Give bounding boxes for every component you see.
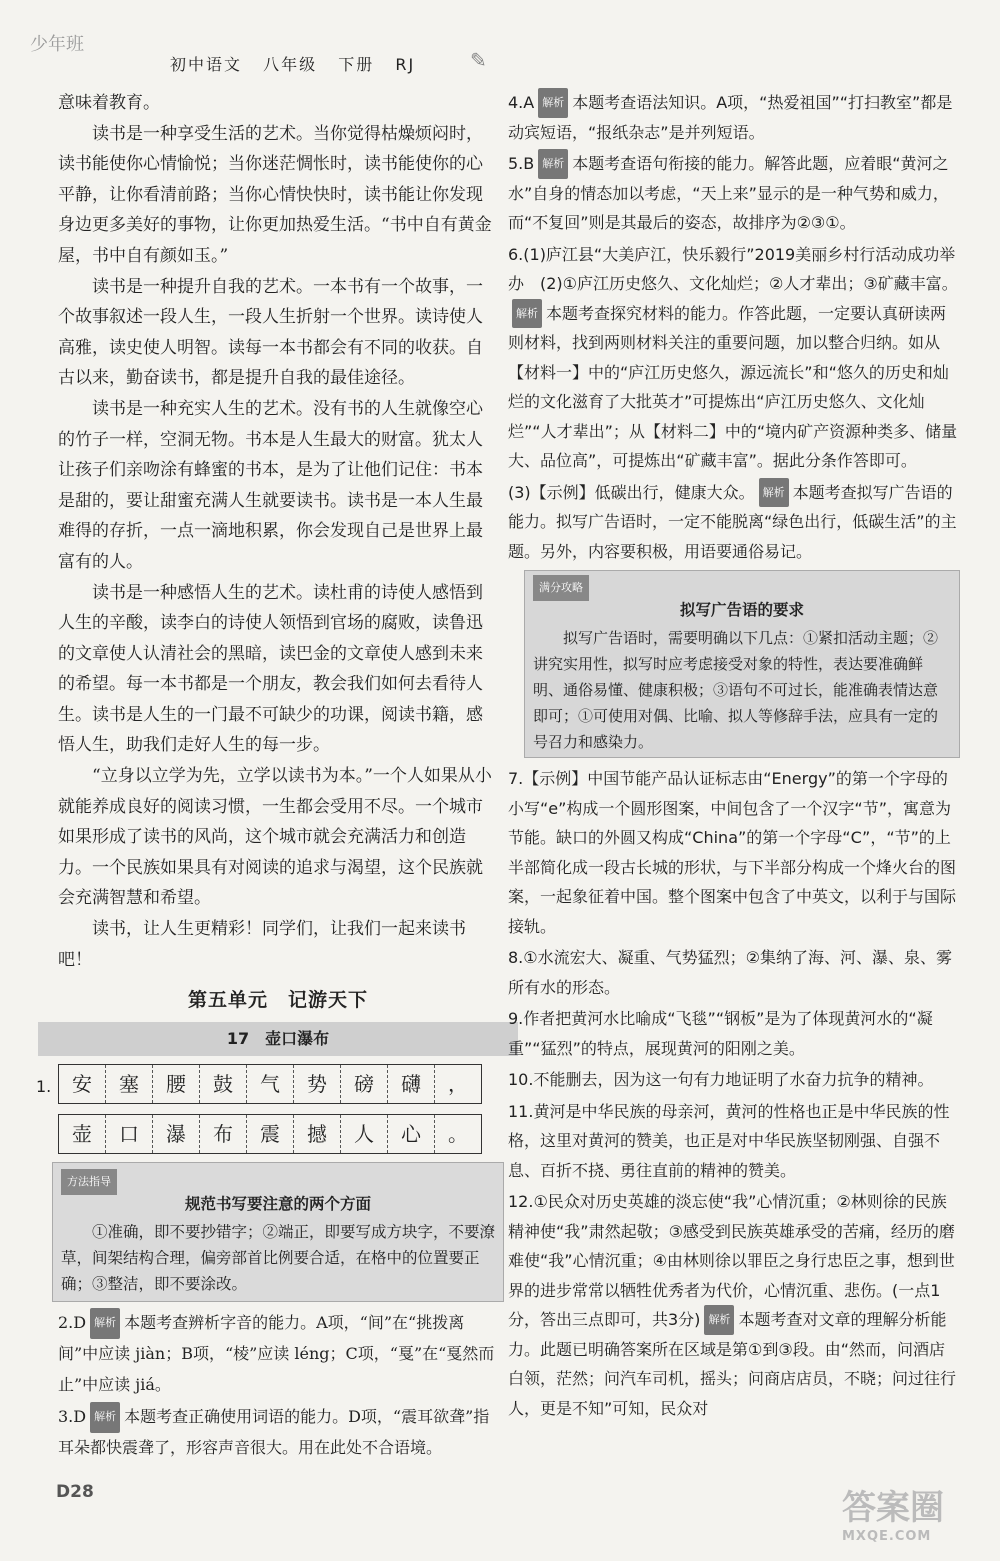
answer-item — [508, 240, 960, 476]
answer-number: 4.A — [508, 93, 535, 112]
decoration-icon: ✎ — [470, 48, 487, 72]
grid-cell: 磅 — [341, 1065, 388, 1103]
answer-number: 8. — [508, 948, 524, 967]
edition: RJ — [395, 55, 416, 74]
answer-number: 9. — [508, 1009, 524, 1028]
answer-explanation: 不能删去，因为这一句有力地证明了水奋力抗争的精神。 — [533, 1070, 934, 1089]
grid-cell: 壶 — [59, 1115, 106, 1153]
grid-cell: ， — [448, 1072, 468, 1097]
tip-tag: 满分攻略 — [533, 575, 589, 601]
watermark-logo: 答案圈 MXQE.COM — [842, 1488, 944, 1544]
answer-number: 5.B — [508, 154, 535, 173]
paragraph: “立身以立学为先，立学以读书为本。”一个人如果从小就能养成良好的阅读习惯，一生都会受用不尽。一个城市如果形成了读书的风尚，这个城市就会充满活力和创造力。一个民族如果具有对阅读的追求与渴望，这个民族就会充满智慧和希望。 — [58, 766, 492, 909]
answer-item — [508, 943, 960, 1002]
answer-item — [58, 1308, 498, 1400]
grid-cell: 气 — [247, 1065, 294, 1103]
grid-cell: 腰 — [153, 1065, 200, 1103]
answer-explanation: ①水流宏大、凝重、气势猛烈；②集纳了海、河、瀑、泉、雾所有水的形态。 — [508, 948, 952, 997]
writing-grids — [58, 1064, 482, 1154]
paragraph: 读书是一种享受生活的艺术。当你觉得枯燥烦闷时，读书能使你心情愉悦；当你迷茫惆怅时，读书能使你的心平静，让你看清前路；当你心情快快时，读书能让你发现身边更多美好的事物，让你更加热爱生活。“书中自有黄金屋，书中自有颜如玉。” — [58, 123, 492, 266]
answer-list-right-b — [508, 764, 960, 1423]
ad-tip-box — [524, 570, 960, 758]
essay-body — [58, 88, 498, 975]
paragraph: 读书是一种提升自我的艺术。一本书有一个故事，一个故事叙述一段人生，一段人生折射一个世界。读诗使人高雅，读史使人明智。读每一本书都会有不同的收获。自古以来，勤奋读书，都是提升自我的最佳途径。 — [58, 276, 483, 389]
answer-item — [508, 478, 960, 567]
page-header — [30, 30, 510, 90]
unit-title: 第五单元 记游天下 — [187, 989, 368, 1012]
grid-cell: 塞 — [106, 1065, 153, 1103]
grid-cell: 瀑 — [153, 1115, 200, 1153]
grid-cell: 人 — [341, 1115, 388, 1153]
answer-item — [58, 1402, 498, 1463]
grid-cell: 震 — [247, 1115, 294, 1153]
answer-explanation: 本题考查拟写广告语的能力。拟写广告语时，一定不能脱离“绿色出行，低碳生活”的主题。另外，内容要积极，用语要通俗易记。 — [508, 482, 957, 561]
subject: 初中语文 — [170, 55, 243, 74]
answer-number: 10. — [508, 1070, 534, 1089]
page-number: D28 — [56, 1482, 94, 1502]
tip-tag: 方法指导 — [61, 1169, 117, 1195]
answer-explanation: 黄河是中华民族的母亲河，黄河的性格也正是中华民族的性格，这里对黄河的赞美，也正是对中华民族坚韧刚强、自强不息、百折不挠、勇往直前的精神的赞美。 — [508, 1101, 950, 1180]
book-info — [170, 52, 429, 75]
answer-text: (3)【示例】低碳出行，健康大众。 — [508, 482, 755, 502]
left-column — [36, 88, 498, 1465]
grid-cell: 礴 — [388, 1065, 435, 1103]
paragraph: 意味着教育。 — [58, 93, 160, 113]
paragraph: 读书是一种充实人生的艺术。没有书的人生就像空心的竹子一样，空洞无物。书本是人生最大的财富。犹太人让孩子们亲吻涂有蜂蜜的书本，是为了让他们记住：书本是甜的，要让甜蜜充满人生就要读书。读书是一本人生最难得的存折，一点一滴地积累，你会发现自己是世界上最富有的人。 — [58, 398, 483, 572]
answer-list-right-a — [508, 88, 960, 566]
tip-text: 拟写广告语时，需要明确以下几点：①紧扣活动主题；②讲究实用性，拟写时应考虑接受对象的特性，表达要准确鲜明、通俗易懂、健康积极；③语句不可过长，能准确表情达意即可；①可使用对偶、比喻、拟人等修辞手法，应具有一定的号召力和感染力。 — [533, 629, 939, 751]
brand-logo: 少年班 — [30, 34, 84, 55]
grid-cell: 撼 — [294, 1115, 341, 1153]
question-number: 1. — [36, 1077, 52, 1097]
answer-item — [508, 149, 960, 238]
answer-explanation: 本题考查语法知识。A项，“热爱祖国”“打扫教室”都是动宾短语，“报纸杂志”是并列短语。 — [508, 93, 953, 142]
analysis-badge: 解析 — [512, 299, 542, 329]
analysis-badge: 解析 — [90, 1308, 120, 1339]
writing-grid-block — [36, 1064, 498, 1154]
grade: 八年级 — [263, 55, 318, 74]
right-column — [508, 88, 960, 1425]
grid-cell: 口 — [106, 1115, 153, 1153]
answer-item — [508, 1187, 960, 1423]
writing-grid-1 — [58, 1064, 482, 1104]
answer-item — [508, 1065, 960, 1095]
answer-number: 12. — [508, 1192, 534, 1211]
answer-number: 11. — [508, 1101, 534, 1121]
grid-cell: 势 — [294, 1065, 341, 1103]
answer-text: ①民众对历史英雄的淡忘使“我”心情沉重；②林则徐的民族精神使“我”肃然起敬；③感受到民族英雄承受的苦痛，经历的磨难使“我”心情沉重；④由林则徐以罪臣之身行忠臣之事，想到世界的进步常常以牺牲优秀者为代价，心情沉重、悲伤。(一点1分，答出三点即可，共3分) — [508, 1192, 955, 1329]
analysis-badge: 解析 — [538, 149, 568, 179]
paragraph: 读书，让人生更精彩！同学们，让我们一起来读书吧！ — [58, 919, 466, 970]
grid-cell: 安 — [59, 1065, 106, 1103]
writing-tip-box — [52, 1162, 504, 1302]
analysis-badge: 解析 — [538, 88, 568, 118]
lesson-title: 17 壶口瀑布 — [38, 1022, 518, 1057]
answer-item — [508, 1004, 960, 1063]
answer-explanation: 本题考查正确使用词语的能力。D项，“震耳欲聋”指耳朵都快震聋了，形容声音很大。用在此处不合语境。 — [58, 1407, 490, 1457]
answer-number: 3.D — [58, 1407, 87, 1427]
analysis-badge: 解析 — [759, 478, 789, 508]
answer-explanation: 作者把黄河水比喻成“飞毯”“钢板”是为了体现黄河水的“凝重”“猛烈”的特点，展现黄河的阳刚之美。 — [508, 1009, 933, 1058]
answer-number: 2.D — [58, 1313, 87, 1333]
answer-explanation: 本题考查辨析字音的能力。A项，“间”在“挑拨离间”中应读 jiàn；B项，“棱”应读 léng；C项，“戛”在“戛然而止”中应读 jiá。 — [58, 1313, 495, 1394]
answer-item — [508, 1097, 960, 1186]
grid-cell: 。 — [448, 1122, 468, 1147]
tip-title: 规范书写要注意的两个方面 — [184, 1195, 371, 1214]
answer-explanation: 【示例】中国节能产品认证标志由“Energy”的第一个字母的小写“e”构成一个圆形图案，中间包含了一个汉字“节”，寓意为节能。缺口的外圆又构成“China”的第一个字母“C”，“节”的上半部简化成一段古长城的形状，与下半部分构成一个烽火台的图案，一起象征着中国。整个图案中包含了中英文，以利于与国际接轨。 — [508, 769, 957, 936]
answer-number: 7. — [508, 769, 524, 788]
answer-explanation: 本题考查对文章的理解分析能力。此题已明确答案所在区域是第①到③段。由“然而，问酒店白领，茫然；问汽车司机，摇头；问商店店员，不晓；问过往行人，更是不知”可知，民众对 — [508, 1310, 957, 1418]
analysis-badge: 解析 — [704, 1305, 734, 1335]
answer-explanation: 本题考查语句衔接的能力。解答此题，应着眼“黄河之水”自身的情态加以考虑，“天上来”显示的是一种气势和威力，而“不复回”则是其最后的姿态，故排序为②③①。 — [508, 154, 949, 232]
answer-item — [508, 88, 960, 147]
analysis-badge: 解析 — [90, 1402, 120, 1433]
answer-item — [508, 764, 960, 941]
grid-cell: 鼓 — [200, 1065, 247, 1103]
answer-number: 6. — [508, 244, 524, 264]
tip-text: ①准确，即不要抄错字；②端正，即要写成方块字，不要潦草，间架结构合理，偏旁部首比例要合适，在格中的位置要正确；③整洁，即不要涂改。 — [61, 1223, 496, 1294]
writing-grid-2 — [58, 1114, 482, 1154]
volume: 下册 — [338, 55, 375, 74]
tip-title: 拟写广告语的要求 — [679, 601, 804, 619]
grid-cell: 心 — [388, 1115, 435, 1153]
grid-cell: 布 — [200, 1115, 247, 1153]
paragraph: 读书是一种感悟人生的艺术。读杜甫的诗使人感悟到人生的辛酸，读李白的诗使人领悟到官场的腐败，读鲁迅的文章使人认清社会的黑暗，读巴金的文章使人感到未来的希望。每一本书都是一个朋友，教会我们如何去看待人生。读书是人生的一门最不可缺少的功课，阅读书籍，感悟人生，助我们走好人生的每一步。 — [58, 582, 483, 756]
answer-explanation: 本题考查探究材料的能力。作答此题，一定要认真研读两则材料，找到两则材料关注的重要问题，加以整合归纳。如从【材料一】中的“庐江历史悠久，源远流长”和“悠久的历史和灿烂的文化滋育了大批英才”可提炼出“庐江历史悠久、文化灿烂”“人才辈出”；从【材料二】中的“境内矿产资源种类多、储量大、品位高”，可提炼出“矿藏丰富”。据此分条作答即可。 — [508, 303, 958, 470]
answer-text: (1)庐江县“大美庐江，快乐毅行”2019美丽乡村行活动成功举办 (2)①庐江历史悠久、文化灿烂；②人才辈出；③矿藏丰富。 — [508, 244, 958, 293]
answer-list-left — [58, 1308, 498, 1463]
